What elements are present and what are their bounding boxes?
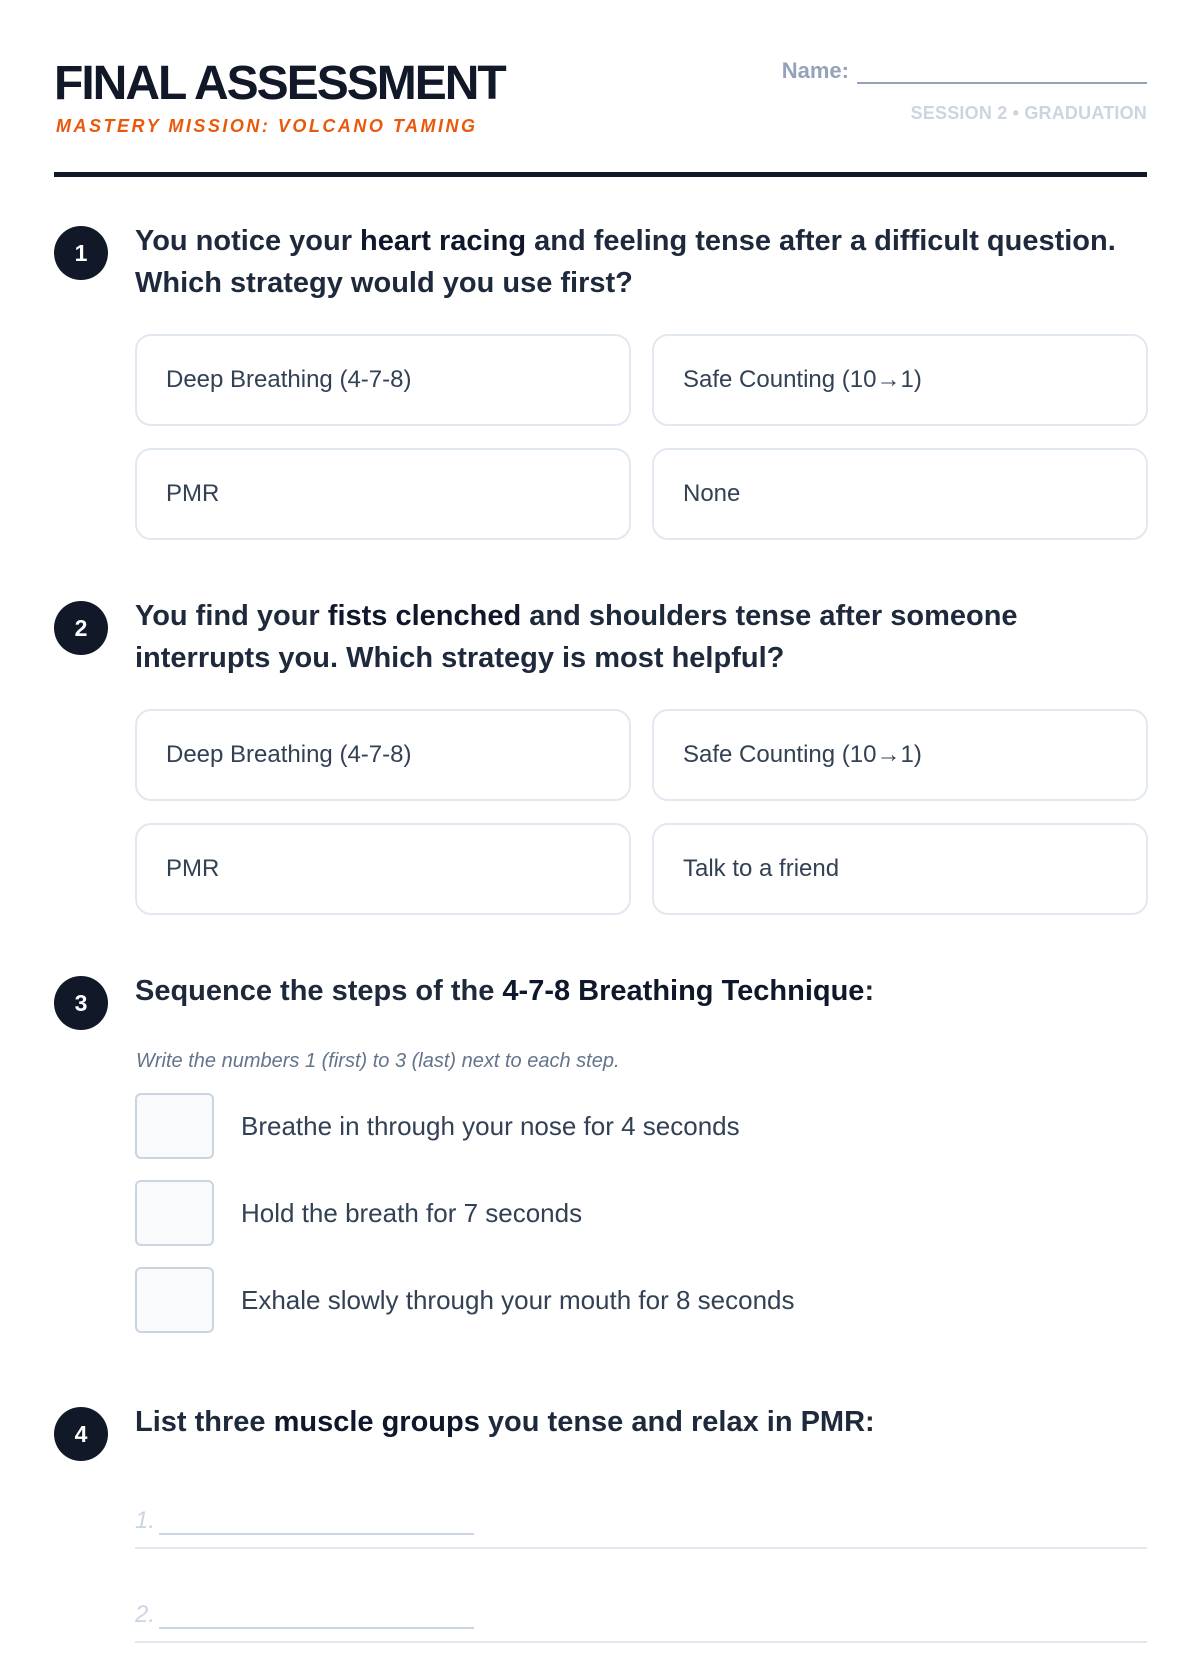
option-safe-counting[interactable]: Safe Counting (10→1) xyxy=(652,709,1148,801)
question-text: Sequence the steps of the 4-7-8 Breathing Technique: xyxy=(135,975,875,1007)
answer-input-line[interactable] xyxy=(159,1509,474,1535)
option-pmr[interactable]: PMR xyxy=(135,448,631,540)
option-deep-breathing[interactable]: Deep Breathing (4-7-8) xyxy=(135,709,631,801)
option-talk-to-friend[interactable]: Talk to a friend xyxy=(652,823,1148,915)
question-number-badge: 4 xyxy=(54,1407,108,1461)
option-none[interactable]: None xyxy=(652,448,1148,540)
question-text: List three muscle groups you tense and relax in PMR: xyxy=(135,1406,875,1438)
answer-row xyxy=(135,1579,1147,1643)
step-text: Exhale slowly through your mouth for 8 seconds xyxy=(241,1284,795,1315)
step-number-box[interactable] xyxy=(135,1180,214,1246)
answer-options xyxy=(135,334,1147,540)
instruction-text: Write the numbers 1 (first) to 3 (last) next to each step. xyxy=(136,1050,620,1072)
sequence-step xyxy=(135,1180,1147,1246)
option-pmr[interactable]: PMR xyxy=(135,823,631,915)
option-safe-counting[interactable]: Safe Counting (10→1) xyxy=(652,334,1148,426)
question-4 xyxy=(54,1401,1147,1673)
name-label: Name: xyxy=(781,58,849,83)
question-number-badge: 2 xyxy=(54,601,108,655)
step-text: Hold the breath for 7 seconds xyxy=(241,1197,583,1228)
page-subtitle: MASTERY MISSION: VOLCANO TAMING xyxy=(56,116,478,136)
step-number-box[interactable] xyxy=(135,1267,214,1333)
name-input-line[interactable] xyxy=(857,58,1147,84)
question-2 xyxy=(54,595,1147,915)
question-3 xyxy=(54,970,1147,1354)
question-number-badge: 1 xyxy=(54,226,108,280)
assessment-page xyxy=(54,0,1147,1628)
answer-label: 1. xyxy=(135,1507,156,1534)
step-number-box[interactable] xyxy=(135,1093,214,1159)
answer-lines xyxy=(135,1485,1147,1643)
sequence-step xyxy=(135,1093,1147,1159)
session-label: SESSION 2 • GRADUATION xyxy=(910,103,1147,123)
sequence-steps xyxy=(135,1093,1147,1333)
question-text: You find your fists clenched and shoulders tense after someone interrupts you. Which strategy is most helpful? xyxy=(135,600,1018,674)
step-text: Breathe in through your nose for 4 seconds xyxy=(241,1110,740,1141)
question-1 xyxy=(54,220,1147,540)
name-field xyxy=(782,58,1147,84)
sequence-step xyxy=(135,1267,1147,1333)
answer-options xyxy=(135,709,1147,915)
answer-input-line[interactable] xyxy=(159,1603,474,1629)
option-deep-breathing[interactable]: Deep Breathing (4-7-8) xyxy=(135,334,631,426)
question-text: You notice your heart racing and feeling tense after a difficult question. Which strategy would you use first? xyxy=(135,225,1116,299)
question-number-badge: 3 xyxy=(54,976,108,1030)
answer-label: 2. xyxy=(135,1601,156,1628)
answer-row xyxy=(135,1485,1147,1549)
header xyxy=(54,0,1147,177)
page-title: FINAL ASSESSMENT xyxy=(54,57,505,110)
